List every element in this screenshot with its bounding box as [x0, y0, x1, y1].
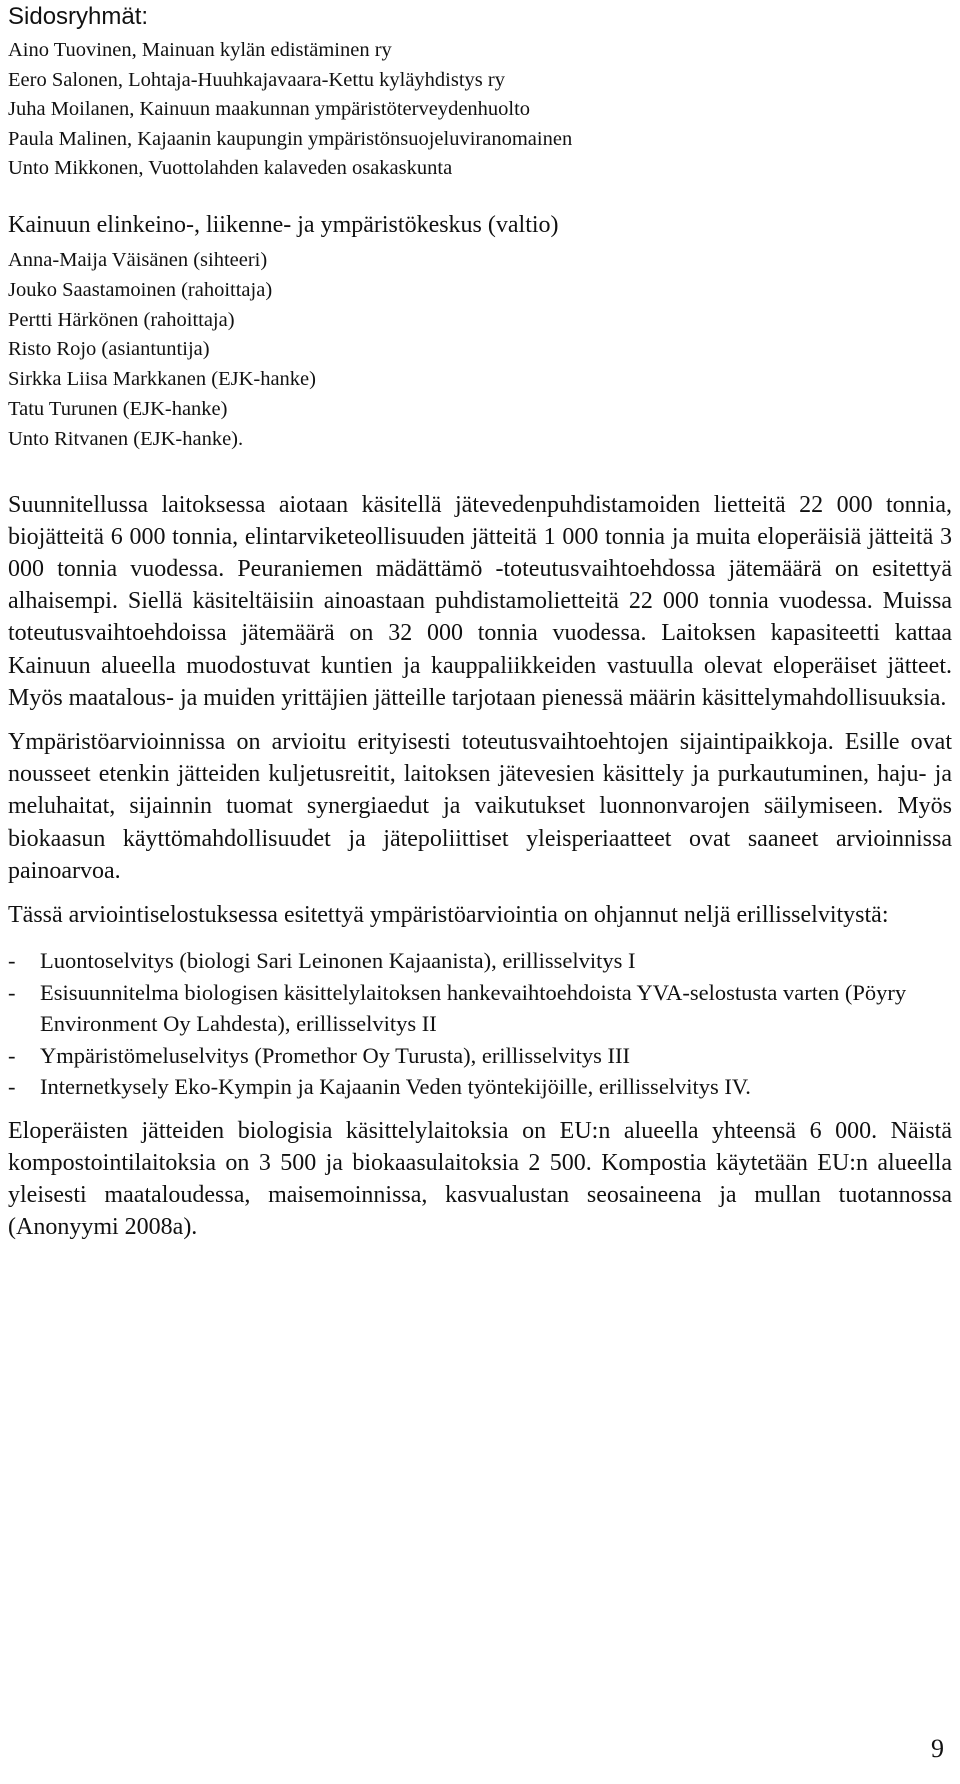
report-text: Internetkysely Eko-Kympin ja Kajaanin Veden työntekijöille, erillisselvitys IV. — [40, 1074, 751, 1100]
stakeholder-line: Paula Malinen, Kajaanin kaupungin ympäristönsuojeluviranomainen — [8, 127, 573, 150]
stakeholder-line: Unto Mikkonen, Vuottolahden kalaveden osakaskunta — [8, 157, 453, 180]
stakeholders-list — [8, 36, 952, 184]
paragraph-eu-facilities: Eloperäisten jätteiden biologisia käsittelylaitoksia on EU:n alueella yhteensä 6 000. Näistä kompostointilaitoksia on 3 500 ja biokaasulaitoksia 2 500. Kompostia käytetään EU:n alueella yleisesti maataloudessa, maisemoinnissa, kasvualustan seosaineena ja mullan tuotannossa (Anonyymi 2008a). — [8, 1117, 952, 1241]
list-item — [8, 945, 952, 977]
list-item — [8, 977, 952, 1040]
page-number: 9 — [931, 1734, 944, 1763]
reports-list — [8, 945, 952, 1103]
ely-member-line: Anna-Maija Väisänen (sihteeri) — [8, 248, 268, 271]
list-dash: - — [8, 948, 16, 974]
paragraph-waste-capacity: Suunnitellussa laitoksessa aiotaan käsitellä jätevedenpuhdistamoiden lietteitä 22 000 tonnia, biojätteitä 6 000 tonnia, elintarviketeollisuuden jätteitä 1 000 tonnia ja muita eloperäisiä jätteitä 3 000 tonnia vuodessa. Peuraniemen mädättämö -toteutusvaihtoehdossa jätemäärä on esitettyä alhaisempi. Siellä käsiteltäisiin ainoastaan puhdistamolietteitä 22 000 tonnia vuodessa. Muissa toteutusvaihtoehdoissa jätemäärä on 32 000 tonnia vuodessa. Laitoksen kapasiteetti kattaa Kainuun alueella muodostuvat kuntien ja kauppaliikkeiden vastuulla olevat eloperäiset jätteet. Myös maatalous- ja muiden yrittäjien jätteille tarjotaan pienessä määrin käsittelymahdollisuuksia. — [8, 491, 952, 711]
list-dash: - — [8, 979, 16, 1005]
list-dash: - — [8, 1042, 16, 1068]
ely-member-line: Jouko Saastamoinen (rahoittaja) — [8, 278, 273, 301]
stakeholder-line: Aino Tuovinen, Mainuan kylän edistäminen ry — [8, 39, 392, 61]
stakeholders-heading: Sidosryhmät: — [8, 3, 149, 30]
report-text: Esisuunnitelma biologisen käsittelylaitoksen hankevaihtoehdoista YVA-selostusta varten (Pöyry Environment Oy Lahdesta), erillisselvitys II — [40, 979, 907, 1037]
stakeholder-line: Juha Moilanen, Kainuun maakunnan ympäristöterveydenhuolto — [8, 98, 531, 121]
document-page — [8, 0, 952, 1244]
list-dash: - — [8, 1074, 16, 1100]
stakeholder-line: Eero Salonen, Lohtaja-Huuhkajavaara-Kettu kyläyhdistys ry — [8, 68, 505, 91]
ely-member-line: Pertti Härkönen (rahoittaja) — [8, 308, 235, 331]
list-item — [8, 1071, 952, 1103]
ely-member-line: Risto Rojo (asiantuntija) — [8, 338, 210, 361]
paragraph-assessment: Ympäristöarvioinnissa on arvioitu erityisesti toteutusvaihtoehtojen sijaintipaikkoja. Esille ovat nousseet etenkin jätteiden kuljetusreitit, laitoksen jätevesien käsittely ja purkautuminen, haju- ja meluhaitat, sijainnin tuomat synergiaedut ja vaikutukset luonnonvarojen säilymiseen. Myös biokaasun käyttömahdollisuudet ja jätepoliittiset yleisperiaatteet ovat saaneet arvioinnissa painoarvoa. — [8, 728, 952, 884]
paragraph-reports-intro: Tässä arviointiselostuksessa esitettyä ympäristöarviointia on ohjannut neljä erillisselvitystä: — [8, 901, 889, 928]
list-item — [8, 1040, 952, 1072]
report-text: Luontoselvitys (biologi Sari Leinonen Kajaanista), erillisselvitys I — [40, 948, 636, 974]
report-text: Ympäristömeluselvitys (Promethor Oy Turusta), erillisselvitys III — [40, 1042, 630, 1068]
ely-members-list — [8, 246, 952, 455]
ely-member-line: Tatu Turunen (EJK-hanke) — [8, 397, 228, 420]
ely-member-line: Sirkka Liisa Markkanen (EJK-hanke) — [8, 368, 316, 391]
ely-member-line: Unto Ritvanen (EJK-hanke). — [8, 427, 244, 450]
ely-centre-heading: Kainuun elinkeino-, liikenne- ja ympäristökeskus (valtio) — [8, 211, 559, 238]
